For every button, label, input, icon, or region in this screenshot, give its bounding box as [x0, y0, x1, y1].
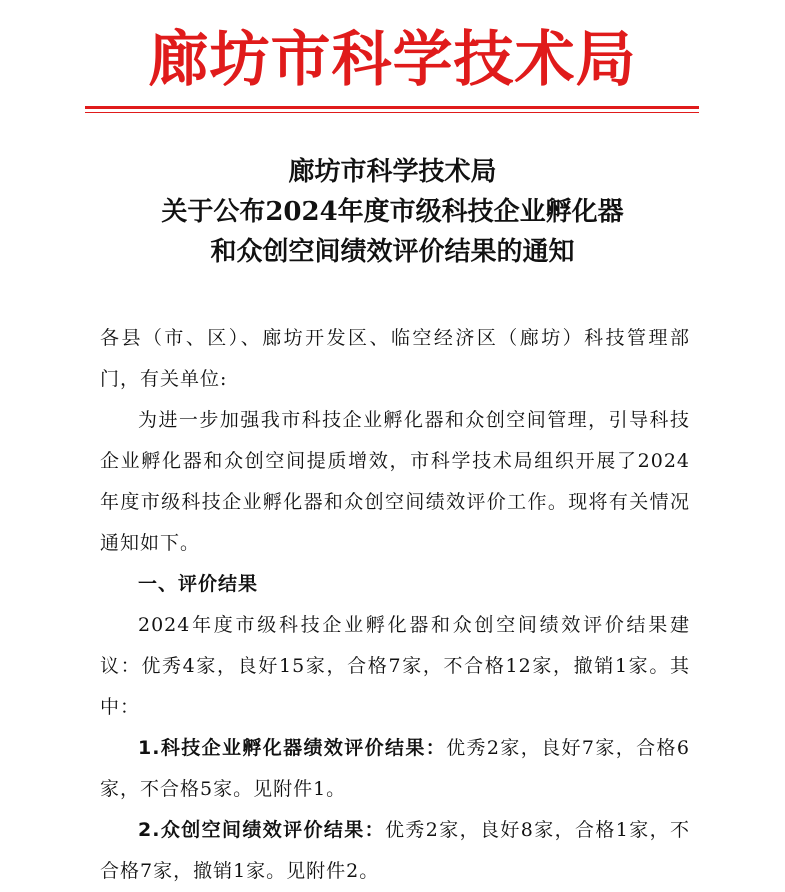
incubator-results-text: 优秀2家，良好7家，合格6家，不合格5家。见附件1。	[100, 737, 690, 800]
incubator-results-lead: 1.科技企业孵化器绩效评价结果：	[138, 737, 447, 759]
section-heading-evaluation-results: 一、评价结果	[138, 573, 259, 595]
makerspace-results-item	[100, 810, 690, 892]
results-summary-paragraph: 2024年度市级科技企业孵化器和众创空间绩效评价结果建议：优秀4家，良好15家，合格7家，不合格12家，撤销1家。其中：	[100, 614, 690, 718]
title-line-2: 关于公布2024年度市级科技企业孵化器	[161, 197, 624, 227]
document-body	[100, 318, 690, 892]
makerspace-results-lead: 2.众创空间绩效评价结果：	[138, 819, 386, 841]
title-line-3: 和众创空间绩效评价结果的通知	[210, 237, 575, 267]
salutation: 各县（市、区）、廊坊开发区、临空经济区（廊坊）科技管理部门，有关单位:	[100, 327, 690, 390]
masthead-rule-thick	[85, 106, 699, 109]
makerspace-results-text: 优秀2家，良好8家，合格1家，不合格7家，撤销1家。见附件2。	[100, 819, 690, 882]
title-line-1: 廊坊市科学技术局	[288, 157, 497, 187]
issuer-masthead: 廊坊市科学技术局	[148, 25, 637, 95]
masthead-rule-thin	[85, 112, 699, 113]
intro-paragraph: 为进一步加强我市科技企业孵化器和众创空间管理，引导科技企业孵化器和众创空间提质增效，市科学技术局组织开展了2024年度市级科技企业孵化器和众创空间绩效评价工作。现将有关情况通知如下。	[100, 409, 690, 554]
document-title	[0, 152, 785, 272]
incubator-results-item	[100, 728, 690, 810]
